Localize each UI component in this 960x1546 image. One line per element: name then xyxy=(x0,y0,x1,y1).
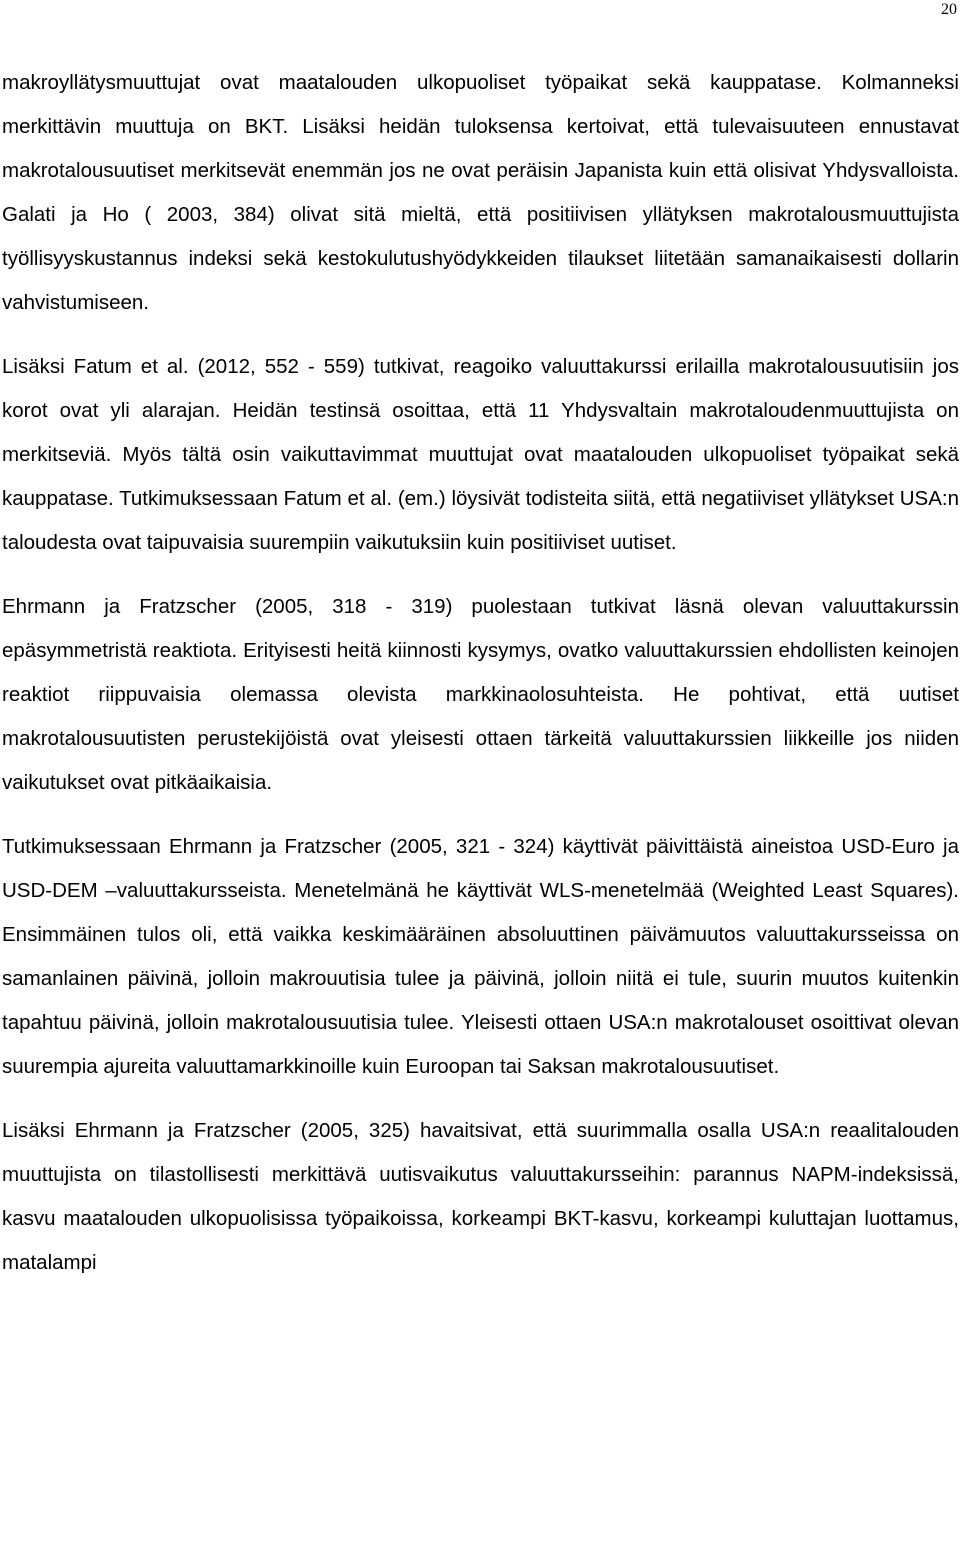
paragraph-4: Tutkimuksessaan Ehrmann ja Fratzscher (2005, 321 - 324) käyttivät päivittäistä aineistoa USD-Euro ja USD-DEM –valuuttakursseista. Menetelmänä he käyttivät WLS-menetelmää (Weighted Least Squares). Ensimmäinen tulos oli, että vaikka keskimääräinen absoluuttinen päivämuutos valuuttakursseissa on samanlainen päivinä, jolloin makrouutisia tulee ja päivinä, jolloin niitä ei tule, suurin muutos kuitenkin tapahtuu päivinä, jolloin makrotalousuutisia tulee. Yleisesti ottaen USA:n makrotalouset osoittivat olevan suurempia ajureita valuuttamarkkinoille kuin Euroopan tai Saksan makrotalousuutiset. xyxy=(2,835,959,1078)
page-number: 20 xyxy=(941,1,957,18)
paragraph-5: Lisäksi Ehrmann ja Fratzscher (2005, 325) havaitsivat, että suurimmalla osalla USA:n reaalitalouden muuttujista on tilastollisesti merkittävä uutisvaikutus valuuttakursseihin: parannus NAPM-indeksissä, kasvu maatalouden ulkopuolisissa työpaikoissa, korkeampi BKT-kasvu, korkeampi kuluttajan luottamus, matalampi xyxy=(2,1119,959,1274)
paragraph-1: makroyllätysmuuttujat ovat maatalouden ulkopuoliset työpaikat sekä kauppatase. Kolmanneksi merkittävin muuttuja on BKT. Lisäksi heidän tuloksensa kertoivat, että tulevaisuuteen ennustavat makrotalousuutiset merkitsevät enemmän jos ne ovat peräisin Japanista kuin että olisivat Yhdysvalloista. Galati ja Ho ( 2003, 384) olivat sitä mieltä, että positiivisen yllätyksen makrotalousmuuttujista työllisyyskustannus indeksi sekä kestokulutushyödykkeiden tilaukset liitetään samanaikaisesti dollarin vahvistumiseen. xyxy=(2,71,959,314)
paragraph-2: Lisäksi Fatum et al. (2012, 552 - 559) tutkivat, reagoiko valuuttakurssi erilailla makrotalousuutisiin jos korot ovat yli alarajan. Heidän testinsä osoittaa, että 11 Yhdysvaltain makrotaloudenmuuttujista on merkitseviä. Myös tältä osin vaikuttavimmat muuttujat ovat maatalouden ulkopuoliset työpaikat sekä kauppatase. Tutkimuksessaan Fatum et al. (em.) löysivät todisteita siitä, että negatiiviset yllätykset USA:n taloudesta ovat taipuvaisia suurempiin vaikutuksiin kuin positiiviset uutiset. xyxy=(2,355,959,554)
document-body xyxy=(2,61,959,1305)
paragraph-3: Ehrmann ja Fratzscher (2005, 318 - 319) puolestaan tutkivat läsnä olevan valuuttakurssin epäsymmetristä reaktiota. Erityisesti heitä kiinnosti kysymys, ovatko valuuttakurssien ehdollisten keinojen reaktiot riippuvaisia olemassa olevista markkinaolosuhteista. He pohtivat, että uutiset makrotalousuutisten perustekijöistä ovat yleisesti ottaen tärkeitä valuuttakurssien liikkeille jos niiden vaikutukset ovat pitkäaikaisia. xyxy=(2,595,959,794)
